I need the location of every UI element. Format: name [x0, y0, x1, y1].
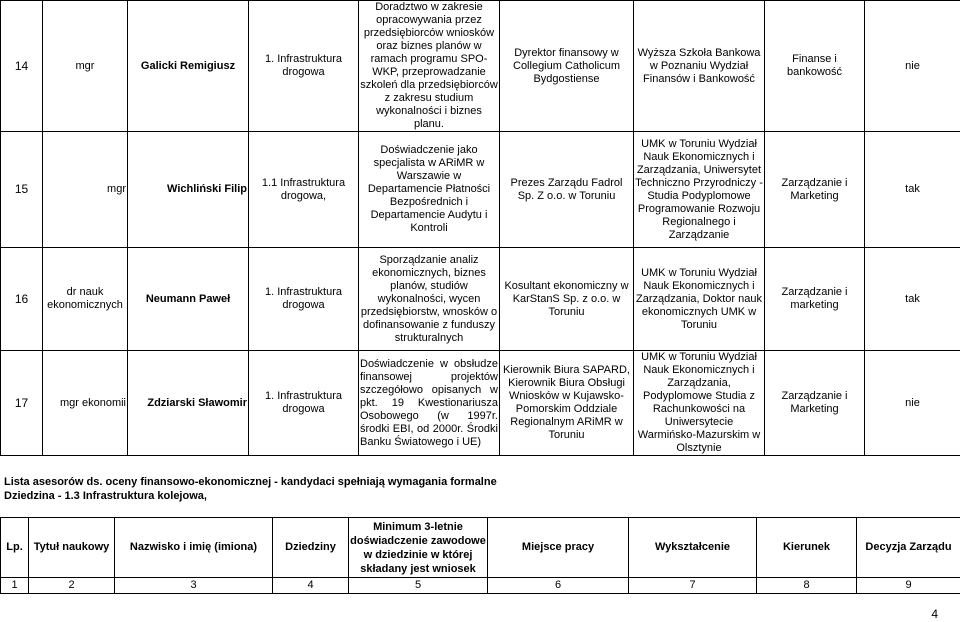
- column-number-row: [1, 578, 960, 594]
- row-name: Neumann Paweł: [128, 248, 249, 351]
- header-fields: Dziedziny: [273, 518, 349, 578]
- row-lp: 16: [1, 248, 43, 351]
- header-experience: Minimum 3-letnie doświadczenie zawodowe w dziedzinie w której składany jest wniosek: [349, 518, 488, 578]
- row-name: Zdziarski Sławomir: [128, 351, 249, 456]
- header-major: Kierunek: [757, 518, 857, 578]
- row-education: UMK w Toruniu Wydział Nauk Ekonomicznych i Zarządzania, Podyplomowe Studia z Rachunkowości na Uniwersytecie Warmińsko-Mazurskim w Olsztynie: [634, 351, 765, 456]
- row-experience: Doświadczenie w obsłudze finansowej projektów szczegółowo opisanych w pkt. 19 Kwestionariusza Osobowego (w 1997r. środki EBI, od 2000r. Środki Banku Światowego i UE): [359, 351, 500, 456]
- assessors-header-table: [0, 517, 960, 594]
- header-row: [1, 518, 960, 578]
- row-experience: Doświadczenie jako specjalista w ARiMR w Warszawie w Departamencie Płatności Bezpośrednich i Departamencie Audytu i Kontroli: [359, 132, 500, 248]
- list-caption-title: Lista asesorów ds. oceny finansowo-ekonomicznej - kandydaci spełniają wymagania formalne: [4, 476, 497, 488]
- row-field: 1. Infrastruktura drogowa: [249, 1, 359, 132]
- column-number: 6: [488, 578, 629, 594]
- header-education: Wykształcenie: [629, 518, 757, 578]
- row-major: Zarządzanie i Marketing: [765, 132, 865, 248]
- column-number: 5: [349, 578, 488, 594]
- row-major: Zarządzanie i Marketing: [765, 351, 865, 456]
- table-row: [1, 351, 960, 456]
- row-experience: Sporządzanie analiz ekonomicznych, biznes planów, studiów wykonalności, wycen przedsiębiorstw, wnosków o dofinansowanie z funduszy strukturalnych: [359, 248, 500, 351]
- row-major: Finanse i bankowość: [765, 1, 865, 132]
- row-title: dr nauk ekonomicznych: [43, 248, 128, 351]
- row-field: 1. Infrastruktura drogowa: [249, 248, 359, 351]
- row-job: Kierownik Biura SAPARD, Kierownik Biura Obsługi Wniosków w Kujawsko-Pomorskim Oddziale Regionalnym ARiMR w Toruniu: [500, 351, 634, 456]
- row-education: UMK w Toruniu Wydział Nauk Ekonomicznych i Zarządzania, Uniwersytet Techniczno Przyrodniczy - Studia Podyplomowe Programowanie Rozwoju Regionalnego i Zarządzanie: [634, 132, 765, 248]
- row-decision: tak: [865, 248, 960, 351]
- row-name: Wichliński Filip: [128, 132, 249, 248]
- list-caption: [4, 475, 497, 503]
- table-row: [1, 1, 960, 132]
- header-name: Nazwisko i imię (imiona): [115, 518, 273, 578]
- row-job: Dyrektor finansowy w Collegium Catholicum Bydgostiense: [500, 1, 634, 132]
- row-title: mgr ekonomii: [43, 351, 128, 456]
- row-decision: tak: [865, 132, 960, 248]
- column-number: 8: [757, 578, 857, 594]
- row-field: 1. Infrastruktura drogowa: [249, 351, 359, 456]
- header-decision: Decyzja Zarządu: [857, 518, 960, 578]
- row-job: Prezes Zarządu Fadrol Sp. Z o.o. w Toruniu: [500, 132, 634, 248]
- header-lp: Lp.: [1, 518, 29, 578]
- page-number: 4: [931, 607, 938, 621]
- column-number: 4: [273, 578, 349, 594]
- row-decision: nie: [865, 351, 960, 456]
- row-job: Kosultant ekonomiczny w KarStanS Sp. z o.o. w Toruniu: [500, 248, 634, 351]
- list-caption-domain: Dziedzina - 1.3 Infrastruktura kolejowa,: [4, 490, 207, 502]
- column-number: 3: [115, 578, 273, 594]
- column-number: 1: [1, 578, 29, 594]
- table-row: [1, 132, 960, 248]
- row-field: 1.1 Infrastruktura drogowa,: [249, 132, 359, 248]
- row-title: mgr: [43, 1, 128, 132]
- table-row: [1, 248, 960, 351]
- column-number: 9: [857, 578, 960, 594]
- row-lp: 14: [1, 1, 43, 132]
- row-major: Zarządzanie i marketing: [765, 248, 865, 351]
- header-title: Tytuł naukowy: [29, 518, 115, 578]
- row-experience: Doradztwo w zakresie opracowywania przez przedsiębiorców wniosków oraz biznes planów w ramach programu SPO-WKP, przeprowadzanie szkoleń dla przedsiębiorców z zakresu studium wykonalności i biznes planu.: [360, 1, 498, 130]
- row-name: Galicki Remigiusz: [128, 1, 249, 132]
- row-education: Wyższa Szkoła Bankowa w Poznaniu Wydział Finansów i Bankowość: [634, 1, 765, 132]
- header-job: Miejsce pracy: [488, 518, 629, 578]
- row-lp: 15: [1, 132, 43, 248]
- column-number: 7: [629, 578, 757, 594]
- row-decision: nie: [865, 1, 960, 132]
- row-title: mgr: [43, 132, 128, 248]
- row-education: UMK w Toruniu Wydział Nauk Ekonomicznych i Zarządzania, Doktor nauk ekonomicznych UMK w Toruniu: [634, 248, 765, 351]
- column-number: 2: [29, 578, 115, 594]
- row-lp: 17: [1, 351, 43, 456]
